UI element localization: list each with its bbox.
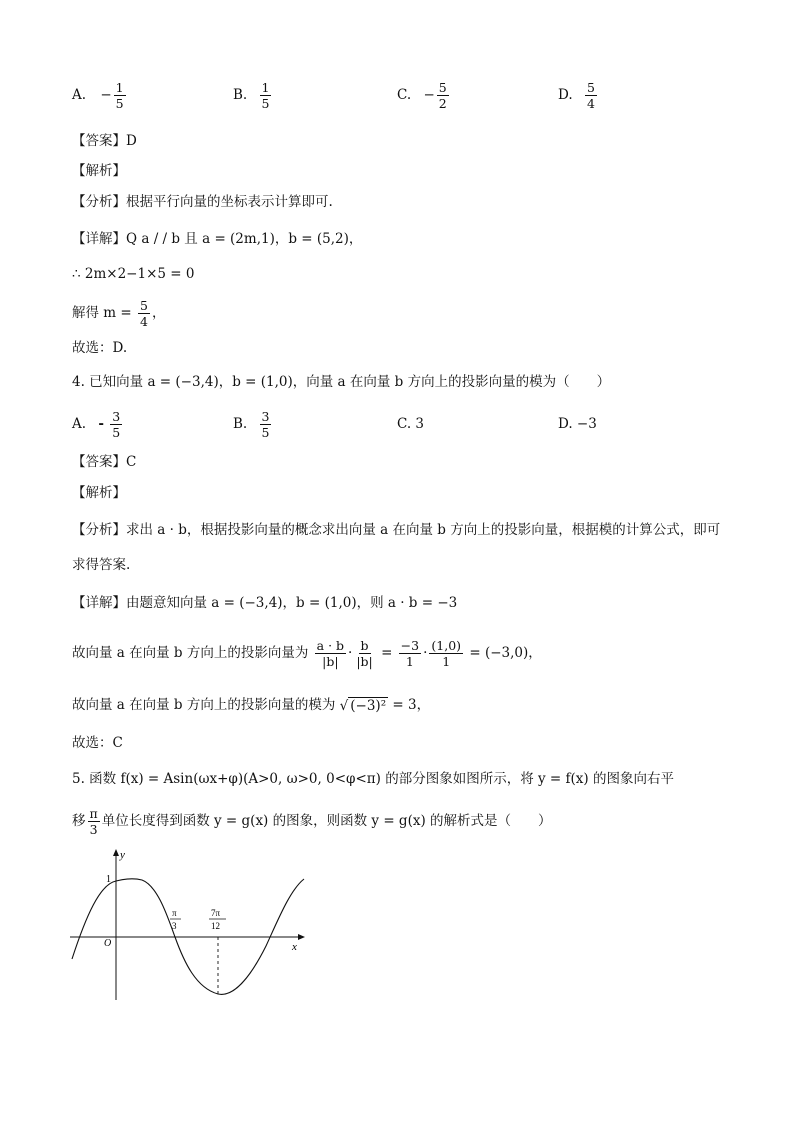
option-fraction: $\frac{1}{5}$ <box>261 80 270 111</box>
option-label: A. <box>72 87 87 103</box>
sqrt-expression: √ (−3)² <box>339 697 387 714</box>
q4-modulus <box>72 695 430 716</box>
q3-option-d <box>558 80 599 111</box>
mod-result: = 3， <box>392 697 431 713</box>
stem-suffix: 单位长度得到函数 y = g(x) 的图象，则函数 y = g(x) 的解析式是（ ） <box>101 813 552 829</box>
xiangjie-text: Q a / / b 且 a = (2m,1)，b = (5,2)， <box>126 231 363 247</box>
q4-fenxi-line2: 求得答案. <box>72 557 131 573</box>
tick1-num: π <box>172 908 177 918</box>
option-fraction: $\frac{3}{5}$ <box>261 409 270 440</box>
q4-option-a <box>72 409 124 440</box>
origin-label: O <box>104 938 112 949</box>
q3-option-b <box>233 80 273 111</box>
option-label: B. <box>233 87 248 103</box>
q3-jiexi-heading: 【解析】 <box>72 163 126 179</box>
stem-fraction: $\frac{\pi}{3}$ <box>89 806 98 837</box>
q3-option-c <box>397 80 451 111</box>
q3-step1: ∴ 2m×2−1×5 = 0 <box>72 266 195 282</box>
q4-xiangjie: 【详解】由题意知向量 a = (−3,4)，b = (1,0)，则 a · b = −3 <box>72 595 458 611</box>
tick2-den: 12 <box>211 921 220 931</box>
option-fraction: $\frac{5}{4}$ <box>586 80 595 111</box>
q3-option-a <box>72 80 128 111</box>
q3-conclusion: 故选：D. <box>72 340 128 356</box>
xiangjie-label: 【详解】 <box>72 231 126 247</box>
q4-answer: 【答案】C <box>72 454 137 470</box>
q3-step2 <box>72 298 165 329</box>
proj-fraction-2: $\frac{b}{|b|}$ <box>356 638 373 669</box>
x-axis-arrow <box>298 934 305 940</box>
proj-fraction-1: $\frac{a \cdot b}{|b|}$ <box>316 638 345 669</box>
y-axis-arrow <box>113 849 119 856</box>
q5-stem-line1: 5. 函数 f(x) = Asin(ωx+φ)(A>0, ω>0, 0<φ<π) 的部分图象如图所示，将 y = f(x) 的图象向右平 <box>72 771 674 787</box>
q4-option-d: D. −3 <box>558 416 597 432</box>
q4-fenxi-line1: 【分析】求出 a · b，根据投影向量的概念求出向量 a 在向量 b 方向上的投影向量，根据模的计算公式，即可 <box>72 522 721 538</box>
option-label: A. <box>72 416 87 432</box>
proj-result: = (−3,0)， <box>469 645 542 661</box>
sine-graph <box>66 846 312 1006</box>
y-tick-label: 1 <box>106 874 111 885</box>
q4-projection: 故向量 a 在向量 b 方向上的投影向量为 $\frac{a \cdot b}{|b|}$ · $\frac{b}{|b|}$ = $\frac{-3}{1}$ · $\frac{(1,0)}{1}$ = (−3,0)， <box>72 638 542 669</box>
proj-fraction-3: $\frac{-3}{1}$ <box>400 638 420 669</box>
q4-option-b <box>233 409 273 440</box>
option-fraction: $\frac{3}{5}$ <box>112 409 121 440</box>
step2-suffix: ， <box>151 305 166 321</box>
q4-stem: 4. 已知向量 a = (−3,4)，b = (1,0)，向量 a 在向量 b 方向上的投影向量的模为（ ） <box>72 374 611 390</box>
q5-stem-line2 <box>72 806 552 837</box>
proj-fraction-4: $\frac{(1,0)}{1}$ <box>431 638 462 669</box>
tick2-num: 7π <box>211 908 221 918</box>
stem-prefix: 移 <box>72 813 86 829</box>
option-fraction: $\frac{5}{2}$ <box>438 80 447 111</box>
y-axis-label: y <box>120 849 125 861</box>
option-fraction: $\frac{1}{5}$ <box>115 80 124 111</box>
q3-fenxi: 【分析】根据平行向量的坐标表示计算即可. <box>72 194 333 210</box>
step2-fraction: $\frac{5}{4}$ <box>140 298 148 329</box>
q3-answer: 【答案】D <box>72 133 137 149</box>
step2-prefix: 解得 m = <box>72 305 132 321</box>
mod-prefix: 故向量 a 在向量 b 方向上的投影向量的模为 <box>72 697 336 713</box>
q4-option-c: C. 3 <box>397 416 425 432</box>
option-label: C. <box>397 87 412 103</box>
option-sign: − <box>100 87 112 103</box>
q4-jiexi-heading: 【解析】 <box>72 485 126 501</box>
option-sign: - <box>98 416 104 432</box>
option-label: D. <box>558 87 573 103</box>
q4-conclusion: 故选：C <box>72 735 123 751</box>
tick1-den: 3 <box>172 921 177 931</box>
q3-xiangjie <box>72 229 362 249</box>
proj-eq: = <box>381 645 393 661</box>
proj-prefix: 故向量 a 在向量 b 方向上的投影向量为 <box>72 645 309 661</box>
option-label: B. <box>233 416 248 432</box>
x-axis-label: x <box>292 941 297 953</box>
option-sign: − <box>423 87 435 103</box>
